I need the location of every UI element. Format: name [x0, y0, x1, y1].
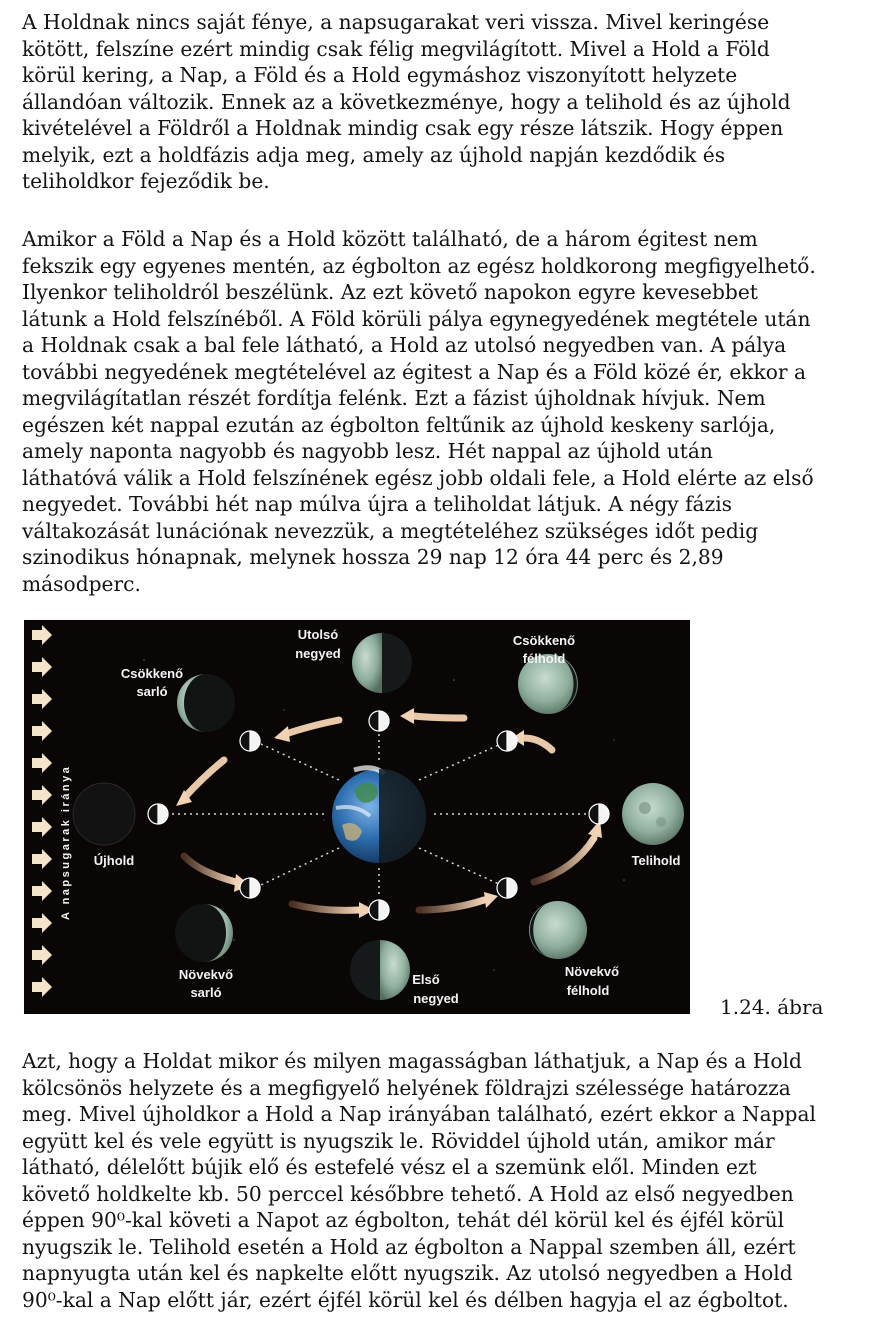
sun-direction-label: A napsugarak iránya [60, 764, 72, 920]
text-line: egészen két nappal ezután az égbolton feltűnik az újhold keskeny sarlója, [22, 412, 776, 437]
text-line: további negyedének megtételével az égitest a Nap és a Föld közé ér, ekkor a [22, 359, 807, 384]
label-waxing-crescent-1: Növekvő [178, 967, 234, 982]
label-first-quarter-1: Első [412, 972, 440, 987]
label-waxing-gibbous-1: Növekvő [564, 964, 620, 979]
text-line: Azt, hogy a Holdat mikor és milyen magasságban láthatjuk, a Nap és a Hold [22, 1049, 802, 1073]
label-last-quarter-2: negyed [295, 646, 341, 661]
text-line: kötött, felszíne ezért mindig csak félig megvilágított. Mivel a Hold a Föld [22, 36, 770, 61]
label-first-quarter-2: negyed [413, 991, 459, 1006]
text-line: Amikor a Föld a Nap és a Hold között található, de a három égitest nem [22, 227, 758, 251]
text-line: 90⁰-kal a Nap előtt jár, ezért éjfél körül kel és délben hagyja el az égboltot. [22, 1287, 789, 1312]
text-line: fekszik egy egyenes mentén, az égbolton az egész holdkorong megfigyelhető. [22, 253, 816, 278]
label-new-moon: Újhold [93, 853, 135, 868]
label-waning-gibbous-1: Csökkenő [512, 633, 576, 648]
label-waxing-gibbous-2: félhold [566, 983, 610, 998]
text-line: megvilágítatlan részét fordítja felénk. Ezt a fázist újholdnak hívjuk. Nem [22, 386, 766, 410]
text-line: másodperc. [22, 571, 141, 596]
text-line: láthatóvá válik a Hold felszínének egész jobb oldali fele, a Hold elérte az első [22, 465, 814, 490]
earth-globe [332, 768, 426, 863]
text-line: A Holdnak nincs saját fénye, a napsugarakat veri vissza. Mivel keringése [22, 10, 770, 34]
text-line: amely naponta nagyobb és nagyobb lesz. Hét nappal az újhold után [22, 439, 713, 463]
text-line: meg. Mivel újholdkor a Hold a Nap irányában található, ezért ekkor a Nappal [22, 1102, 816, 1126]
figure-caption: 1.24. ábra [720, 995, 824, 1019]
text-line: teliholdkor fejeződik be. [22, 169, 270, 193]
label-full-moon: Telihold [631, 853, 681, 868]
text-line: váltakozását lunációnak nevezzük, a megtételéhez szükséges időt pedig [22, 518, 759, 543]
text-line: látható, délelőtt bújik elő és estefelé vész el a szemünk elől. Minden ezt [22, 1155, 757, 1179]
text-line: együtt kel és vele együtt is nyugszik le. Röviddel újhold után, amikor már [22, 1128, 775, 1153]
text-line: állandóan változik. Ennek az a következménye, hogy a telihold és az újhold [22, 89, 791, 114]
label-waning-crescent-1: Csökkenő [120, 666, 184, 681]
text-line: kivételével a Földről a Holdnak mindig csak egy része látszik. Hogy éppen [22, 116, 784, 140]
sunlight-arrows [32, 625, 52, 997]
text-line: körül kering, a Nap, a Föld és a Hold egymáshoz viszonyított helyzete [22, 63, 738, 87]
text-line: követő holdkelte kb. 50 perccel későbbre tehető. A Hold az első negyedben [22, 1181, 794, 1206]
moon-phases-figure [24, 620, 690, 1014]
text-line: látunk a Hold felszínéből. A Föld körüli pálya egynegyedének megtétele után [22, 306, 811, 331]
text-line: kölcsönös helyzete és a megfigyelő helyének földrajzi szélessége határozza [22, 1075, 791, 1100]
moon-new [73, 783, 135, 845]
label-waning-gibbous-2: félhold [522, 651, 566, 666]
moon-waxing-gibbous [529, 901, 587, 959]
moon-first-quarter [350, 940, 410, 1000]
label-last-quarter-1: Utolsó [297, 627, 339, 642]
moon-waning-crescent [177, 674, 235, 732]
text-line: napnyugta után kel és napkelte előtt nyugszik. Az utolsó negyedben a Hold [22, 1261, 793, 1285]
text-line: a Holdnak csak a bal fele látható, a Hold az utolsó negyedben van. A pálya [22, 333, 787, 357]
text-line: éppen 90⁰-kal követi a Napot az égbolton, tehát dél körül kel és éjfél körül [22, 1208, 785, 1232]
paragraph-visibility [22, 1048, 867, 1313]
text-line: melyik, ezt a holdfázis adja meg, amely az újhold napján kezdődik és [22, 142, 726, 167]
text-line: Ilyenkor teliholdról beszélünk. Az ezt követő napokon egyre kevesebbet [22, 280, 758, 304]
text-line: szinodikus hónapnak, melynek hossza 29 nap 12 óra 44 perc és 2,89 [22, 545, 724, 569]
paragraph-phases [22, 226, 867, 597]
paragraph-intro [22, 9, 867, 195]
label-waxing-crescent-2: sarló [190, 985, 222, 1000]
text-line: negyedet. További hét nap múlva újra a teliholdat látjuk. A négy fázis [22, 492, 733, 516]
moon-last-quarter [352, 633, 412, 693]
label-waning-crescent-2: sarló [136, 684, 168, 699]
moon-full [622, 783, 684, 845]
moon-waxing-crescent [175, 904, 233, 962]
text-line: nyugszik le. Telihold esetén a Hold az égbolton a Nappal szemben áll, ezért [22, 1234, 796, 1259]
